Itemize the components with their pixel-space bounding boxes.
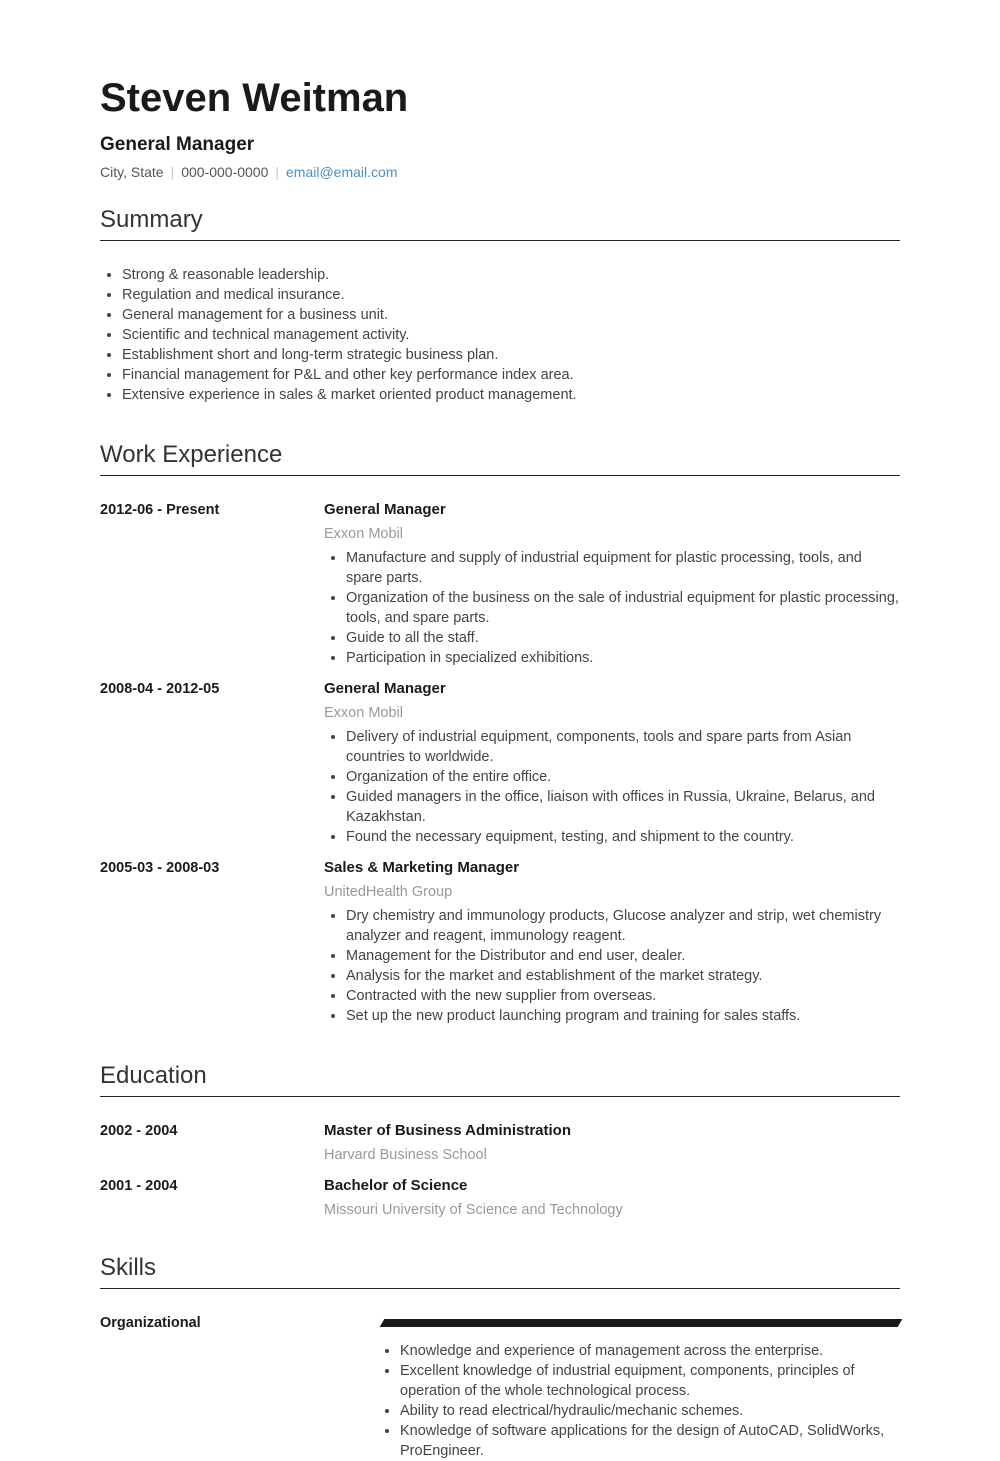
work-bullet: • Management for the Distributor and end user, dealer. <box>346 946 900 966</box>
work-date: 2005-03 - 2008-03 <box>100 860 220 876</box>
work-role: General Manager <box>324 680 446 697</box>
summary-list <box>100 265 900 405</box>
work-date: 2012-06 - Present <box>100 502 220 518</box>
education-entry <box>100 1121 900 1165</box>
skill-bullet: • Knowledge of software applications for the design of AutoCAD, SolidWorks, ProEngineer. <box>400 1421 900 1461</box>
contact-location: City, State <box>100 164 164 180</box>
education-date: 2001 - 2004 <box>100 1178 178 1194</box>
skill-entry <box>100 1313 900 1461</box>
contact-line <box>100 164 900 180</box>
summary-item: • Regulation and medical insurance. <box>122 285 900 305</box>
skill-bullet: • Knowledge and experience of management across the enterprise. <box>400 1341 900 1361</box>
resume-page <box>100 0 900 1461</box>
summary-item: • Scientific and technical management activity. <box>122 325 900 345</box>
work-bullet: • Set up the new product launching program and training for sales staffs. <box>346 1006 900 1026</box>
work-company: Exxon Mobil <box>324 705 403 721</box>
skill-bullet: • Ability to read electrical/hydraulic/mechanic schemes. <box>400 1401 900 1421</box>
summary-heading: Summary <box>100 206 900 241</box>
education-school: Missouri University of Science and Technology <box>324 1202 623 1218</box>
candidate-title: General Manager <box>100 134 255 155</box>
work-bullets <box>324 906 900 1026</box>
work-bullet: • Manufacture and supply of industrial equipment for plastic processing, tools, and spare parts. <box>346 548 900 588</box>
work-entry <box>100 858 900 1026</box>
work-role: Sales & Marketing Manager <box>324 859 520 876</box>
contact-phone: 000-000-0000 <box>181 164 269 180</box>
education-school: Harvard Business School <box>324 1147 487 1163</box>
summary-item: • Financial management for P&L and other key performance index area. <box>122 365 900 385</box>
work-bullet: • Organization of the entire office. <box>346 767 900 787</box>
education-list <box>100 1121 900 1220</box>
skill-bullet: • Excellent knowledge of industrial equipment, components, principles of operation of the whole technological process. <box>400 1361 900 1401</box>
work-bullet: • Participation in specialized exhibitions. <box>346 648 900 668</box>
work-bullets <box>324 727 900 847</box>
work-date: 2008-04 - 2012-05 <box>100 681 220 697</box>
work-bullet: • Organization of the business on the sale of industrial equipment for plastic processing, tools, and spare parts. <box>346 588 900 628</box>
work-bullet: • Dry chemistry and immunology products, Glucose analyzer and strip, wet chemistry analyzer and reagent, immunology reagent. <box>346 906 900 946</box>
work-bullet: • Guided managers in the office, liaison with offices in Russia, Ukraine, Belarus, and Kazakhstan. <box>346 787 900 827</box>
work-company: UnitedHealth Group <box>324 884 453 900</box>
work-bullet: • Delivery of industrial equipment, components, tools and spare parts from Asian countries to worldwide. <box>346 727 900 767</box>
work-bullet: • Found the necessary equipment, testing, and shipment to the country. <box>346 827 900 847</box>
work-entry <box>100 679 900 847</box>
summary-item: • General management for a business unit. <box>122 305 900 325</box>
summary-item: • Strong & reasonable leadership. <box>122 265 900 285</box>
skill-level-bar <box>380 1319 903 1327</box>
education-degree: Master of Business Administration <box>324 1122 571 1139</box>
work-list <box>100 500 900 1026</box>
work-entry <box>100 500 900 668</box>
work-company: Exxon Mobil <box>324 526 403 542</box>
skill-name: Organizational <box>100 1315 201 1331</box>
contact-separator: | <box>170 164 175 180</box>
candidate-name: Steven Weitman <box>100 76 409 120</box>
education-date: 2002 - 2004 <box>100 1123 178 1139</box>
work-heading: Work Experience <box>100 441 900 476</box>
skills-heading: Skills <box>100 1254 900 1289</box>
summary-item: • Extensive experience in sales & market oriented product management. <box>122 385 900 405</box>
work-bullets <box>324 548 900 668</box>
education-entry <box>100 1176 900 1220</box>
contact-separator: | <box>275 164 280 180</box>
education-heading: Education <box>100 1062 900 1097</box>
contact-email-link[interactable]: email@email.com <box>286 164 398 180</box>
work-bullet: • Analysis for the market and establishment of the market strategy. <box>346 966 900 986</box>
work-role: General Manager <box>324 501 446 518</box>
skill-bullets <box>378 1341 900 1461</box>
work-bullet: • Contracted with the new supplier from overseas. <box>346 986 900 1006</box>
education-degree: Bachelor of Science <box>324 1177 468 1194</box>
work-bullet: • Guide to all the staff. <box>346 628 900 648</box>
summary-item: • Establishment short and long-term strategic business plan. <box>122 345 900 365</box>
